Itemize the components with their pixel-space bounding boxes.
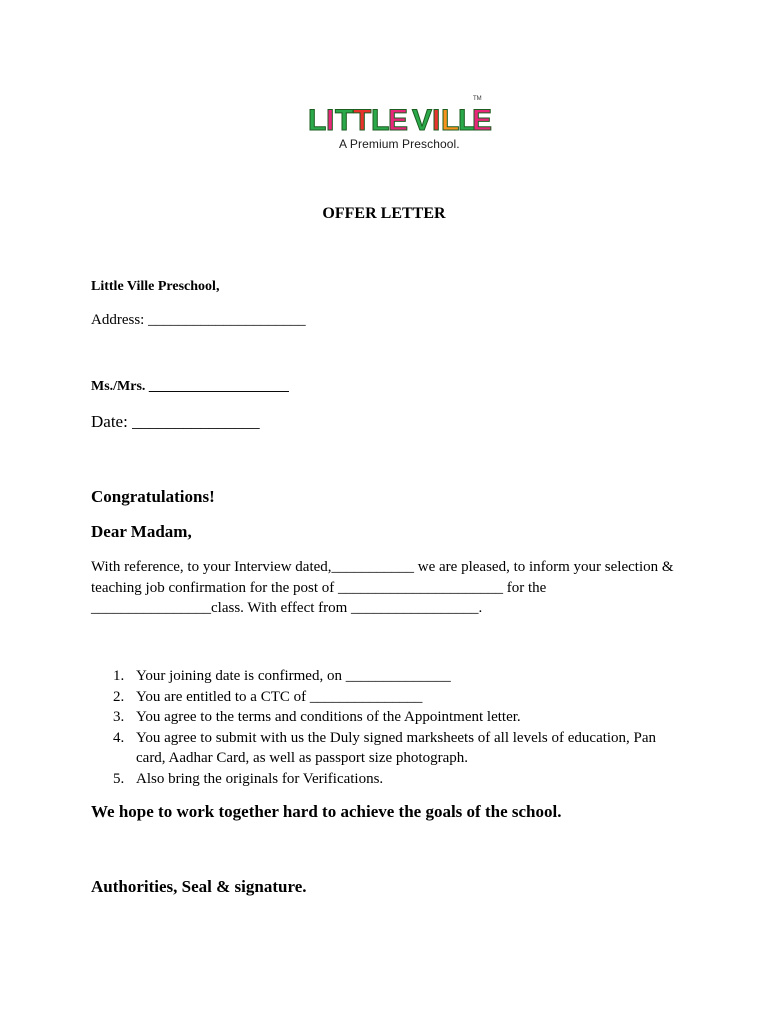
date-field: Date: _______________ — [91, 412, 260, 431]
svg-text:E: E — [388, 104, 409, 137]
congratulations-heading: Congratulations! — [91, 487, 215, 506]
recipient-field: Ms./Mrs. ____________________ — [91, 379, 289, 394]
list-number: 2. — [113, 688, 125, 705]
paragraph-line: With reference, to your Interview dated,___________ we are pleased, to inform your selection & — [91, 559, 674, 575]
list-item-text: Also bring the originals for Verifications. — [136, 770, 384, 787]
logo-tagline: A Premium Preschool. — [339, 137, 460, 151]
signature-line: Authorities, Seal & signature. — [91, 877, 307, 896]
school-name: Little Ville Preschool, — [91, 279, 220, 294]
list-number: 4. — [113, 729, 125, 746]
list-item — [91, 728, 691, 769]
paragraph-line: ________________class. With effect from _________________. — [91, 600, 483, 616]
page-title: OFFER LETTER — [322, 205, 446, 222]
closing-statement: We hope to work together hard to achieve the goals of the school. — [91, 802, 562, 821]
salutation: Dear Madam, — [91, 522, 192, 541]
list-number: 1. — [113, 668, 125, 684]
offer-paragraph — [91, 557, 691, 619]
paragraph-line: teaching job confirmation for the post of ______________________ for the — [91, 579, 547, 596]
list-item — [91, 769, 691, 790]
list-item — [91, 707, 691, 728]
list-item-text: Your joining date is confirmed, on ______________ — [136, 668, 451, 684]
svg-text:I: I — [432, 104, 441, 137]
svg-text:V: V — [412, 104, 433, 137]
list-item-text: You are entitled to a CTC of _______________ — [136, 688, 423, 705]
svg-text:TM: TM — [473, 96, 482, 102]
svg-text:L: L — [371, 104, 390, 137]
svg-text:L: L — [458, 104, 477, 137]
svg-text:I: I — [326, 104, 335, 137]
svg-text:L: L — [308, 104, 327, 137]
svg-text:E: E — [472, 104, 493, 137]
svg-text:L: L — [441, 104, 460, 137]
list-number: 5. — [113, 770, 125, 787]
list-item — [91, 687, 691, 708]
list-number: 3. — [113, 709, 125, 725]
svg-text:T: T — [335, 104, 354, 137]
address-field: Address: _____________________ — [91, 312, 306, 328]
svg-text:T: T — [353, 104, 372, 137]
list-item-text: card, Aadhar Card, as well as passport size photograph. — [136, 750, 468, 766]
list-item-text: You agree to submit with us the Duly signed marksheets of all levels of education, Pan — [136, 729, 657, 746]
terms-list — [91, 666, 691, 789]
list-item-text: You agree to the terms and conditions of the Appointment letter. — [136, 709, 521, 725]
list-item — [91, 666, 691, 687]
